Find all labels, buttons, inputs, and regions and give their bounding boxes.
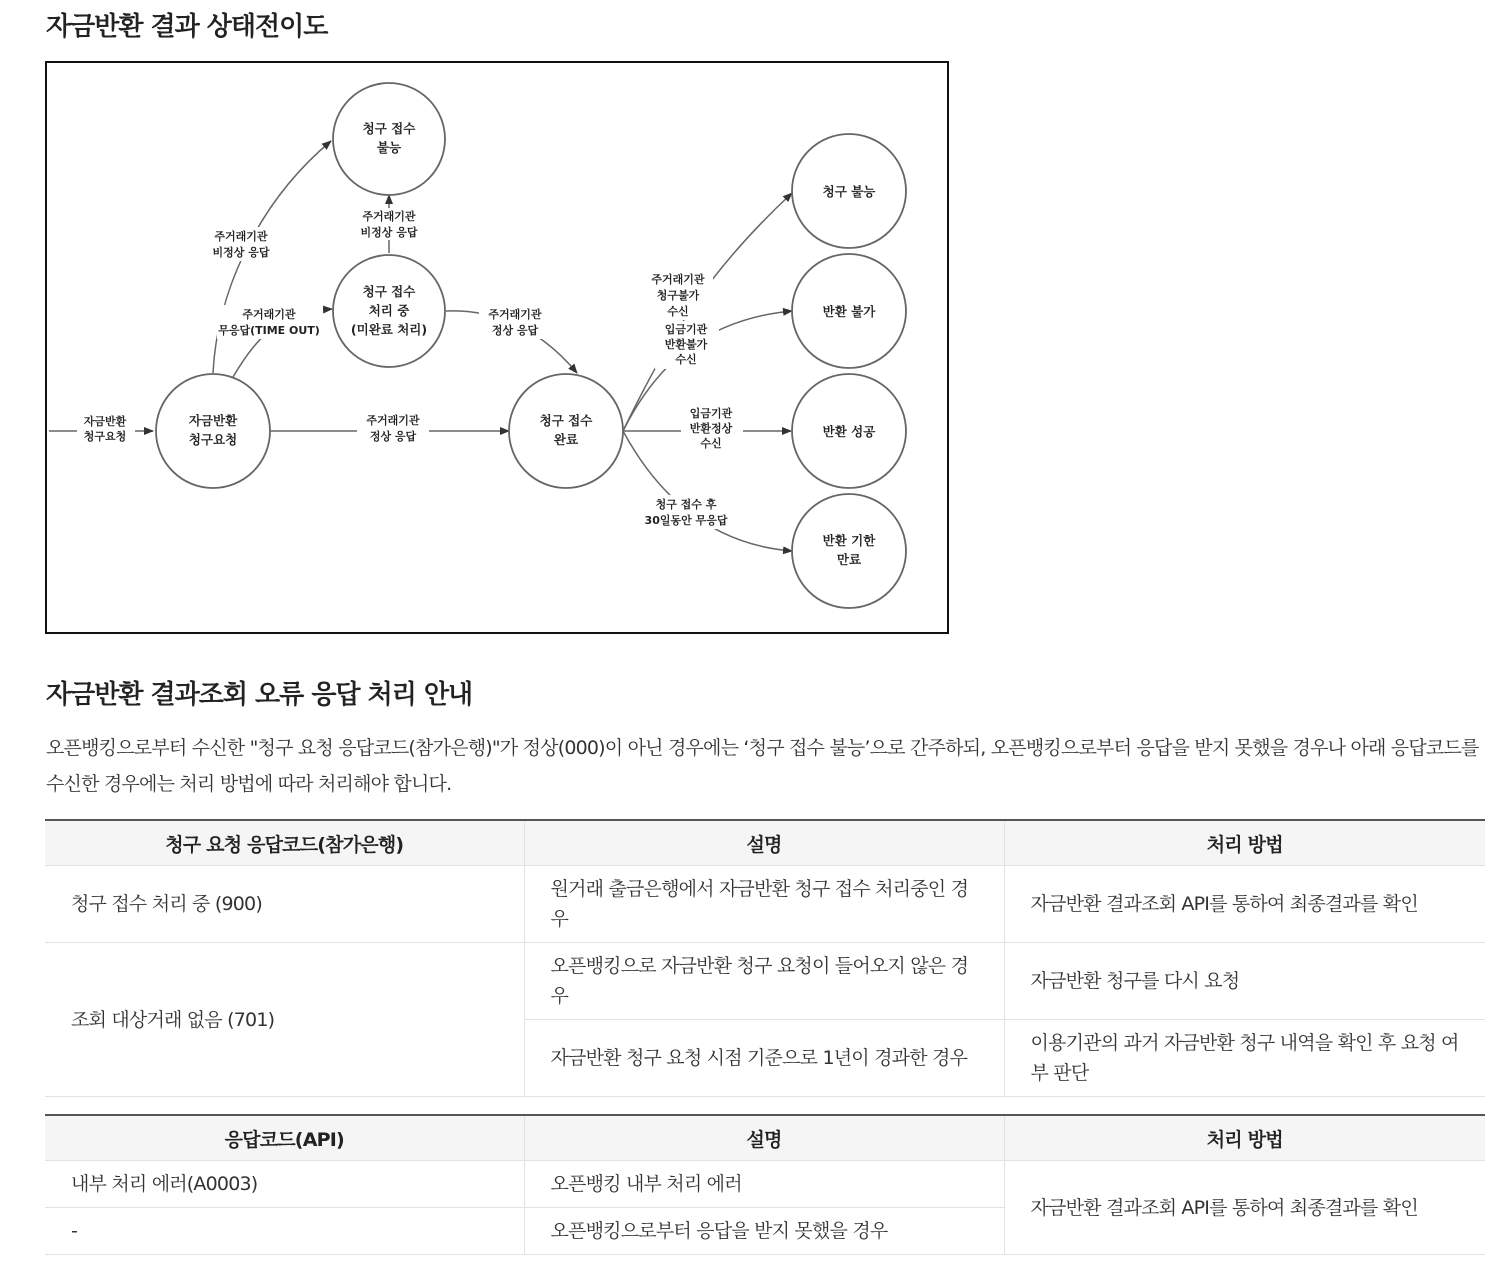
action-cell: 자금반환 청구를 다시 요청 — [1004, 943, 1485, 1020]
node-return-impossible — [792, 254, 906, 368]
description-cell: 오픈뱅킹으로부터 응답을 받지 못했을 경우 — [524, 1208, 1004, 1255]
response-code-cell: 내부 처리 에러(A0003) — [45, 1161, 524, 1208]
svg-text:주거래기관: 주거래기관 — [362, 210, 416, 223]
svg-text:비정상 응답: 비정상 응답 — [212, 246, 270, 259]
edge-label-processing-to-accepted — [479, 305, 551, 339]
response-code-cell: 청구 접수 처리 중 (900) — [45, 866, 524, 943]
column-header: 청구 요청 응답코드(참가은행) — [45, 820, 524, 866]
svg-text:(미완료 처리): (미완료 처리) — [350, 322, 428, 337]
node-request — [156, 374, 270, 488]
node-processing — [333, 255, 445, 367]
svg-text:청구 불능: 청구 불능 — [822, 184, 876, 199]
action-cell: 자금반환 결과조회 API를 통하여 최종결과를 확인 — [1004, 866, 1485, 943]
participant-bank-code-table — [45, 819, 1485, 1097]
state-transition-diagram — [45, 61, 949, 634]
column-header: 응답코드(API) — [45, 1115, 524, 1161]
edge-label-input — [77, 410, 135, 444]
edge-label-accepted-to-claim-fail — [643, 270, 713, 320]
svg-text:주거래기관: 주거래기관 — [242, 308, 296, 321]
node-return-expired — [792, 494, 906, 608]
table-row — [45, 1161, 1485, 1208]
svg-text:청구 접수: 청구 접수 — [362, 121, 416, 136]
svg-text:처리 중: 처리 중 — [368, 303, 410, 318]
edge-label-accepted-to-return-impossible — [655, 321, 719, 369]
svg-text:반환 기한: 반환 기한 — [822, 533, 876, 548]
svg-text:30일동안 무응답: 30일동안 무응답 — [644, 514, 728, 527]
api-code-table — [45, 1114, 1485, 1255]
edge-label-accepted-to-return-expired — [633, 495, 739, 529]
response-code-cell: - — [45, 1208, 524, 1255]
table-row — [45, 943, 1485, 1020]
svg-text:주거래기관: 주거래기관 — [214, 230, 268, 243]
svg-text:청구 접수: 청구 접수 — [362, 284, 416, 299]
section-title: 자금반환 결과조회 오류 응답 처리 안내 — [46, 680, 473, 710]
table-header-row — [45, 820, 1485, 866]
column-header: 설명 — [524, 820, 1004, 866]
svg-text:반환불가: 반환불가 — [664, 338, 708, 351]
svg-text:반환 성공: 반환 성공 — [822, 424, 876, 439]
svg-text:자금반환: 자금반환 — [83, 415, 127, 428]
edge-label-request-to-accept-fail — [205, 227, 281, 261]
svg-text:수신: 수신 — [675, 353, 697, 366]
node-claim-fail — [792, 134, 906, 248]
svg-text:주거래기관: 주거래기관 — [366, 414, 420, 427]
table-row — [45, 866, 1485, 943]
svg-text:자금반환: 자금반환 — [188, 413, 238, 428]
description-cell: 오픈뱅킹으로 자금반환 청구 요청이 들어오지 않은 경우 — [524, 943, 1004, 1020]
diagram-svg — [47, 63, 947, 632]
column-header: 처리 방법 — [1004, 1115, 1485, 1161]
svg-text:수신: 수신 — [667, 305, 689, 318]
svg-text:청구불가: 청구불가 — [656, 289, 700, 302]
intro-paragraph: 오픈뱅킹으로부터 수신한 "청구 요청 응답코드(참가은행)"가 정상(000)이 아닌 경우에는 ‘청구 접수 불능’으로 간주하되, 오픈뱅킹으로부터 응답을 받지 못했을 경우나 아래 응답코드를 수신한 경우에는 처리 방법에 따라 처리해야 합니다. — [46, 737, 1479, 795]
svg-text:주거래기관: 주거래기관 — [651, 273, 705, 286]
node-return-success — [792, 374, 906, 488]
svg-text:주거래기관: 주거래기관 — [488, 308, 542, 321]
edge-label-accepted-to-return-success — [681, 405, 743, 453]
column-header: 설명 — [524, 1115, 1004, 1161]
edge-label-processing-to-accept-fail — [351, 208, 427, 240]
svg-text:수신: 수신 — [700, 437, 722, 450]
table-header-row — [45, 1115, 1485, 1161]
svg-text:청구 접수: 청구 접수 — [539, 413, 593, 428]
svg-text:만료: 만료 — [836, 552, 862, 567]
svg-text:청구요청: 청구요청 — [188, 432, 238, 447]
svg-text:청구 접수 후: 청구 접수 후 — [655, 498, 717, 511]
action-cell: 자금반환 결과조회 API를 통하여 최종결과를 확인 — [1004, 1161, 1485, 1255]
action-cell: 이용기관의 과거 자금반환 청구 내역을 확인 후 요청 여부 판단 — [1004, 1020, 1485, 1097]
svg-text:입금기관: 입금기관 — [689, 407, 733, 420]
svg-text:정상 응답: 정상 응답 — [369, 430, 417, 443]
svg-text:반환 불가: 반환 불가 — [822, 304, 876, 319]
svg-text:정상 응답: 정상 응답 — [491, 324, 539, 337]
node-accept-fail — [333, 83, 445, 195]
node-accepted — [509, 374, 623, 488]
description-cell: 자금반환 청구 요청 시점 기준으로 1년이 경과한 경우 — [524, 1020, 1004, 1097]
svg-text:불능: 불능 — [376, 140, 402, 155]
description-cell: 원거래 출금은행에서 자금반환 청구 접수 처리중인 경우 — [524, 866, 1004, 943]
svg-text:입금기관: 입금기관 — [664, 323, 708, 336]
svg-text:무응답(TIME OUT): 무응답(TIME OUT) — [218, 324, 320, 337]
column-header: 처리 방법 — [1004, 820, 1485, 866]
svg-text:완료: 완료 — [553, 432, 579, 447]
svg-text:반환정상: 반환정상 — [689, 422, 733, 435]
edge-label-request-to-accepted — [357, 411, 429, 445]
svg-text:비정상 응답: 비정상 응답 — [360, 226, 418, 239]
svg-text:청구요청: 청구요청 — [83, 430, 127, 443]
response-code-cell: 조회 대상거래 없음 (701) — [45, 943, 524, 1097]
edge-label-request-to-processing — [217, 305, 323, 339]
description-cell: 오픈뱅킹 내부 처리 에러 — [524, 1161, 1004, 1208]
diagram-title: 자금반환 결과 상태전이도 — [46, 12, 328, 42]
